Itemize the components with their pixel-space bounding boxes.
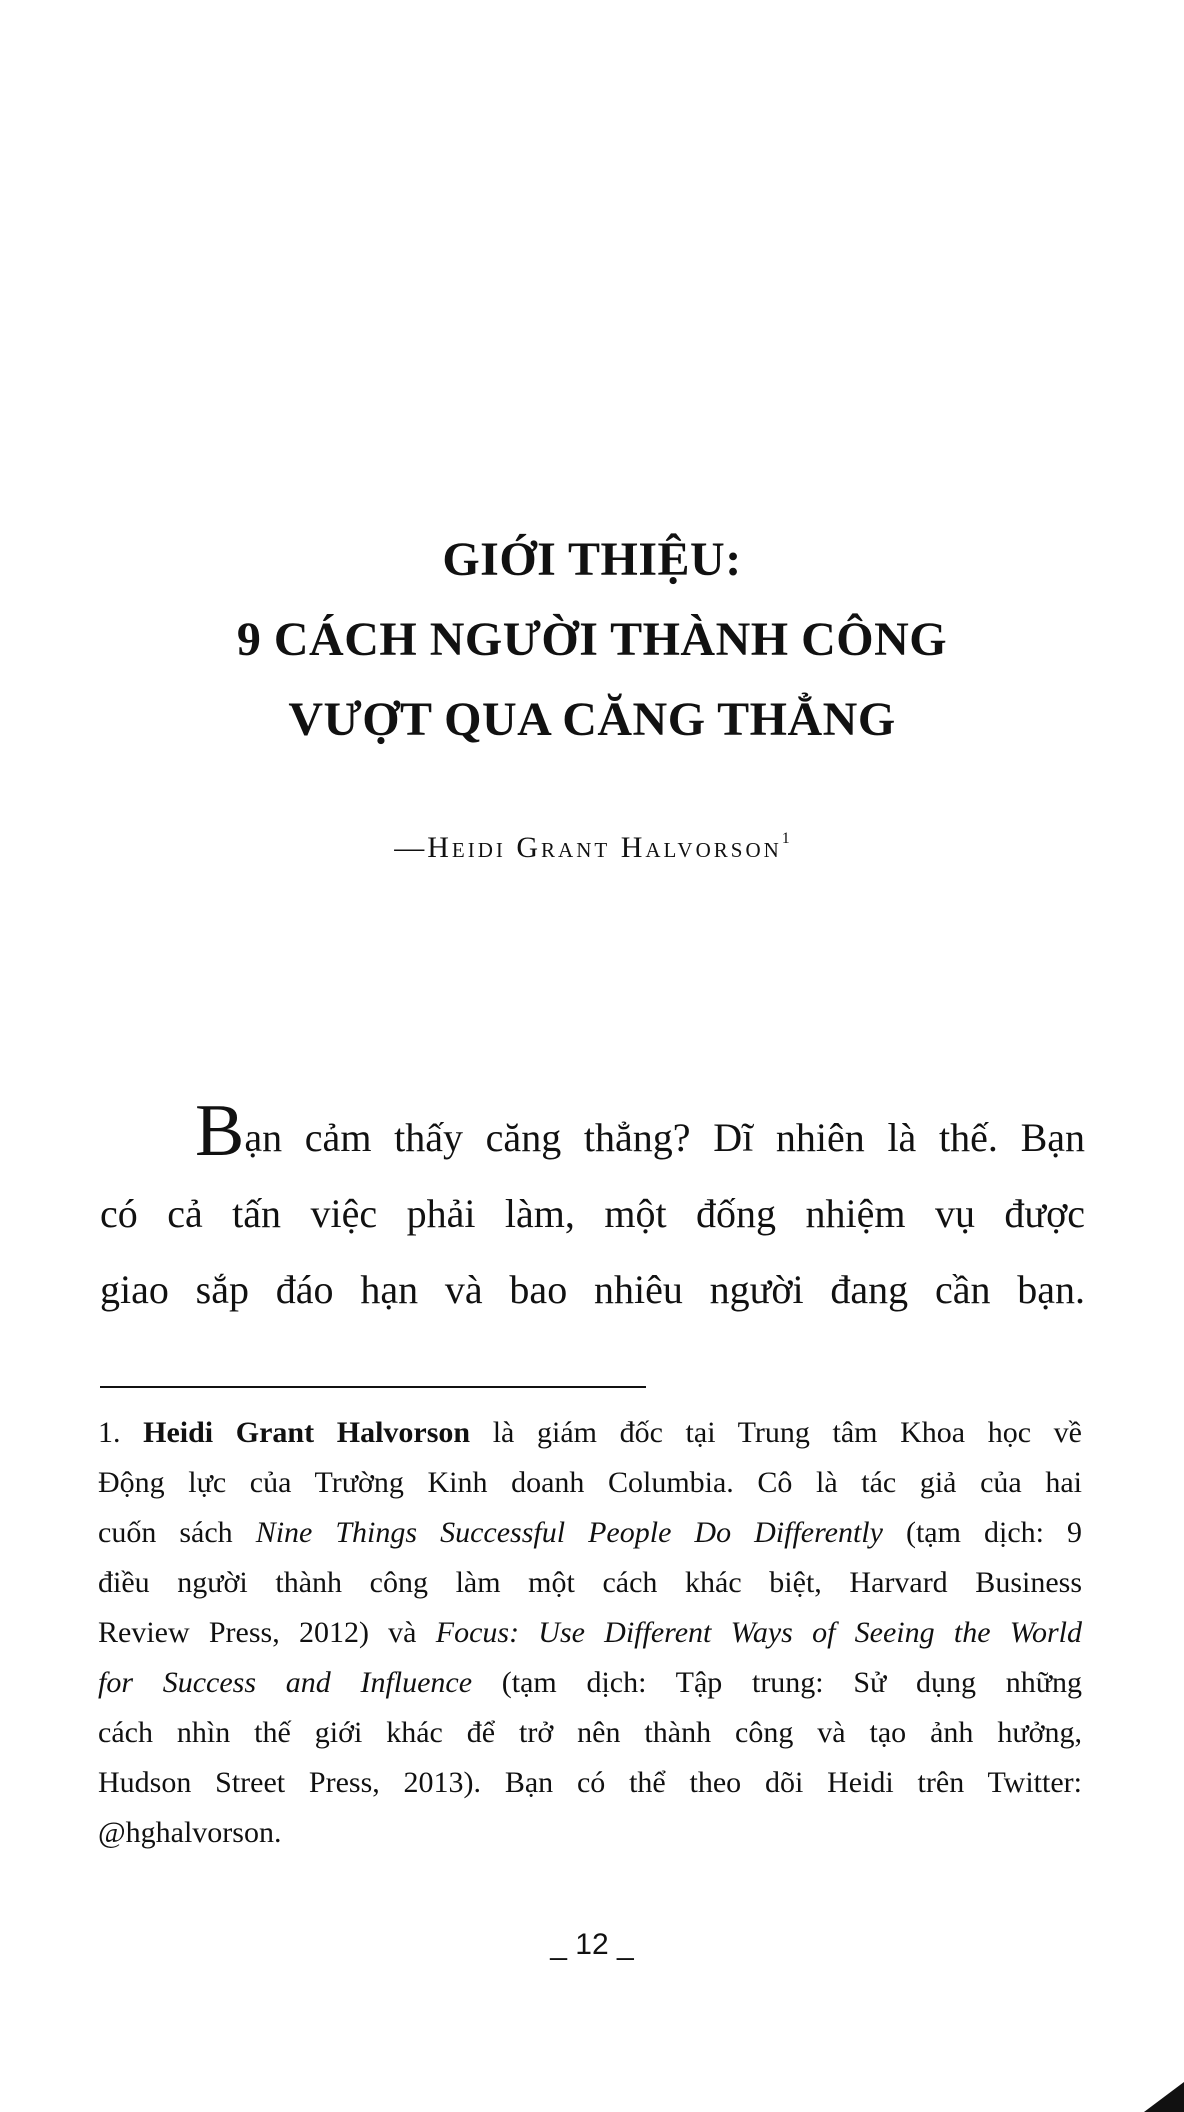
book-title: for Success and Influence [98,1666,473,1699]
author-byline [0,830,1184,865]
book-title: Focus: Use Different Ways of Seeing the World [435,1616,1082,1649]
body-line-1 [100,1090,1085,1176]
body-paragraph [100,1090,1085,1328]
footnote-author-name: Heidi Grant Halvorson [143,1416,471,1449]
footnote-line-3 [98,1508,1082,1558]
body-line-3: giao sắp đáo hạn và bao nhiêu người đang cần bạn. [100,1267,1085,1312]
footnote-text: là giám đốc tại Trung tâm Khoa học về [492,1416,1083,1449]
footnote-divider [100,1386,646,1388]
footnote-line-8: Hudson Street Press, 2013). Bạn có thể theo dõi Heidi trên Twitter: [98,1766,1082,1799]
footnote-line-9: @hghalvorson. [98,1816,282,1849]
book-title: Nine Things Successful People Do Differently [255,1516,883,1549]
footnote-text: (tạm dịch: Tập trung: Sử dụng những [501,1666,1082,1699]
footnote-line-7: cách nhìn thế giới khác để trở nên thành công và tạo ảnh hưởng, [98,1716,1082,1749]
footnote-text: (tạm dịch: 9 [905,1516,1083,1549]
body-line-2: có cả tấn việc phải làm, một đống nhiệm vụ được [100,1191,1085,1236]
footnote-line-2: Động lực của Trường Kinh doanh Columbia. Cô là tác giả của hai [98,1466,1082,1499]
chapter-title [0,520,1184,760]
page-number: _ 12 _ [550,1928,634,1961]
chapter-title-line-2: 9 CÁCH NGƯỜI THÀNH CÔNG [236,613,948,666]
chapter-title-line-3: VƯỢT QUA CĂNG THẲNG [288,693,896,746]
footnote-marker: 1 [781,830,790,847]
footnote-line-1 [98,1408,1082,1458]
footnote-text: Review Press, 2012) và [98,1616,417,1649]
footnote-line-6 [98,1658,1082,1708]
drop-cap: B [195,1090,245,1172]
body-line-1-text: ạn cảm thấy căng thẳng? Dĩ nhiên là thế. Bạn [244,1115,1085,1160]
page-corner-shadow [1144,2082,1184,2112]
footnote-line-4: điều người thành công làm một cách khác biệt, Harvard Business [98,1566,1082,1599]
footnote-line-5 [98,1608,1082,1658]
footnote-number: 1. [98,1416,121,1449]
author-name: —Heidi Grant Halvorson [394,831,782,864]
chapter-title-line-1: GIỚI THIỆU: [442,533,742,586]
footnote-text: cuốn sách [98,1516,233,1549]
footnote [98,1408,1082,1858]
